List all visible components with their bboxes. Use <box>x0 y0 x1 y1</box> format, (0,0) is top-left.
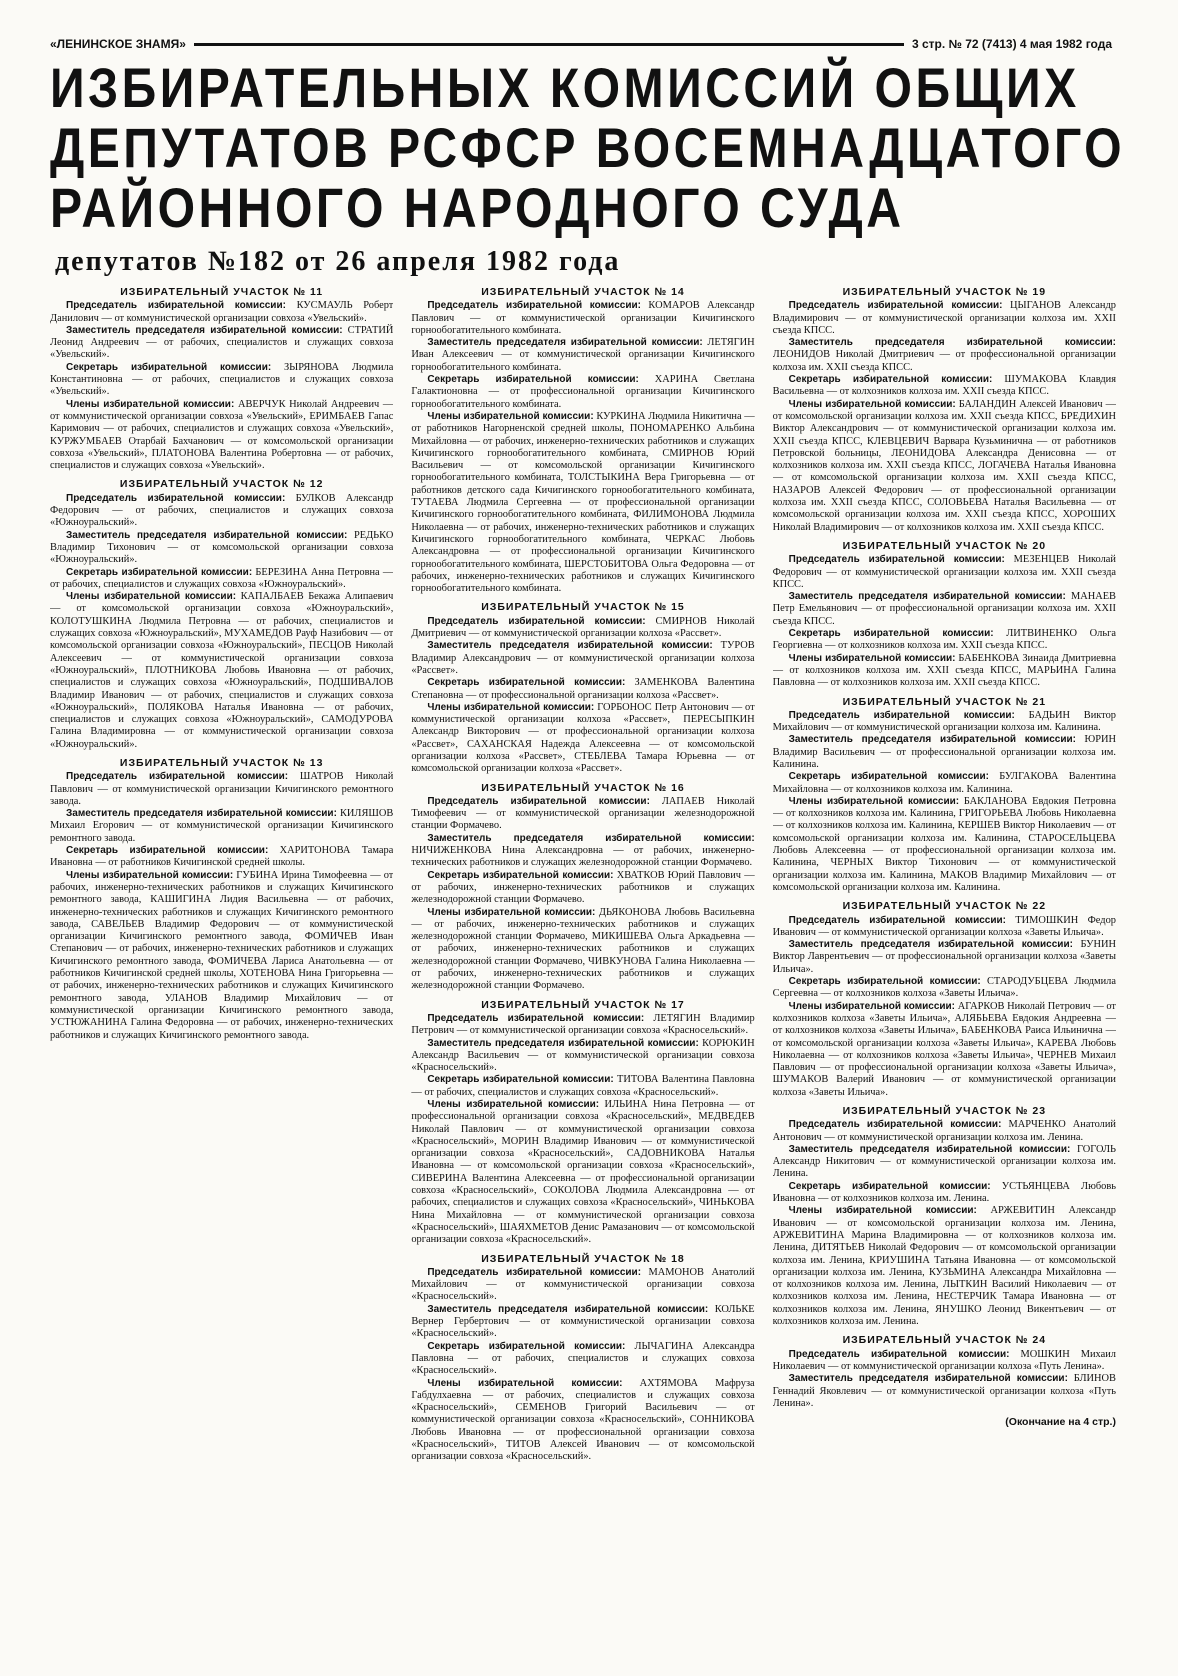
continued-note: (Окончание на 4 стр.) <box>1005 1416 1116 1429</box>
precinct-section <box>411 999 754 1247</box>
role-label: Заместитель председателя избирательной комиссии: <box>427 337 703 349</box>
precinct-title: ИЗБИРАТЕЛЬНЫЙ УЧАСТОК № 15 <box>481 601 685 614</box>
role-label: Председатель избирательной комиссии: <box>427 1012 645 1024</box>
role-text: БУНИН Виктор Лаврентьевич — от профессиональной организации колхоза «Заветы Ильича». <box>772 939 1116 975</box>
role-label: Члены избирательной комиссии: <box>788 1205 977 1217</box>
role-label: Секретарь избирательной комиссии: <box>66 361 272 373</box>
role-text: БУЛКОВ Александр Федорович — от рабочих, специалистов и служащих совхоза «Южноуральский». <box>50 492 394 529</box>
role-label: Секретарь избирательной комиссии: <box>788 628 994 640</box>
role-text: ТИМОШКИН Федор Иванович — от коммунистической организации колхоза «Заветы Ильича». <box>772 914 1116 938</box>
commission-deputy <box>773 1144 1116 1181</box>
role-label: Члены избирательной комиссии: <box>427 410 594 422</box>
role-text: БЕРЕЗИНА Анна Петровна — от рабочих, специалистов и служащих совхоза «Южноуральский». <box>50 566 394 590</box>
role-label: Секретарь избирательной комиссии: <box>788 771 989 783</box>
precinct-title: ИЗБИРАТЕЛЬНЫЙ УЧАСТОК № 17 <box>481 998 685 1011</box>
commission-chairman <box>773 1349 1116 1374</box>
role-label: Председатель избирательной комиссии: <box>427 615 646 627</box>
role-label: Председатель избирательной комиссии: <box>788 554 1005 566</box>
precinct-section <box>50 286 393 472</box>
role-text: ХВАТКОВ Юрий Павлович — от рабочих, инженерно-технических работников и служащих железнодорожной станции Формачево. <box>411 869 755 906</box>
role-label: Председатель избирательной комиссии: <box>788 709 1015 721</box>
role-label: Председатель избирательной комиссии: <box>788 914 1006 926</box>
precinct-section <box>773 1105 1116 1328</box>
precinct-title: ИЗБИРАТЕЛЬНЫЙ УЧАСТОК № 20 <box>842 539 1047 552</box>
commission-deputy <box>411 833 754 870</box>
role-text: ХАРИТОНОВА Тамара Ивановна — от работников Кичигинской средней школы. <box>50 845 394 869</box>
commission-members <box>411 411 754 595</box>
commission-secretary <box>773 374 1116 399</box>
commission-chairman <box>773 915 1116 940</box>
role-label: Члены избирательной комиссии: <box>788 1000 956 1012</box>
precinct-title: ИЗБИРАТЕЛЬНЫЙ УЧАСТОК № 22 <box>842 900 1047 913</box>
role-text: ИЛЬИНА Нина Петровна — от профессиональной организации совхоза «Красносельский», МЕДВЕДЕВ Николай Павлович — от коммунистической организации совхоза «Красносельский», МОРИН Владимир Иванович — от коммунистической организации совхоза «Красносельский», САДОВНИКОВА Наталья Ивановна — от комсомольской организации совхоза «Красносельский», СИВЕРИНА Валентина Алексеевна — от профессиональной организации совхоза «Красносельский», СОКОЛОВА Людмила Александровна — от рабочих, специалистов и служащих совхоза «Красносельский», ЧИНЬКОВА Нина Михайловна — от коммунистической организации совхоза «Красносельский», ШАЯХМЕТОВ Денис Рамазанович — от комсомольской организации совхоза «Красносельский». <box>411 1099 755 1246</box>
role-text: ЗЫРЯНОВА Людмила Константиновна — от рабочих, специалистов и служащих совхоза «Увельский». <box>50 361 394 398</box>
role-text: СТАРОДУБЦЕВА Людмила Сергеевна — от колхозников колхоза «Заветы Ильича». <box>772 976 1116 1000</box>
role-label: Председатель избирательной комиссии: <box>66 492 286 504</box>
role-label: Председатель избирательной комиссии: <box>427 1266 642 1278</box>
role-label: Секретарь избирательной комиссии: <box>427 1340 626 1352</box>
precinct-section <box>411 286 754 595</box>
commission-deputy <box>773 1373 1116 1410</box>
role-label: Заместитель председателя избирательной комиссии: <box>788 734 1076 746</box>
commission-chairman <box>50 300 393 325</box>
precinct-title: ИЗБИРАТЕЛЬНЫЙ УЧАСТОК № 11 <box>120 286 324 298</box>
role-label: Секретарь избирательной комиссии: <box>788 1180 991 1192</box>
role-label: Члены избирательной комиссии: <box>788 398 956 410</box>
role-text: АХТЯМОВА Мафруза Габдулхаевна — от рабочих, специалистов и служащих совхоза «Красносельский», СЕМЕНОВ Григорий Васильевич — от коммунистической организации совхоза «Красносельский», СОННИКОВА Любовь Ивановна — от профессиональной организации совхоза «Красносельский», ТИТОВ Алексей Иванович — от комсомольской организации совхоза «Красносельский». <box>411 1377 755 1463</box>
role-label: Председатель избирательной комиссии: <box>788 1119 1002 1131</box>
commission-secretary <box>50 362 393 399</box>
role-label: Члены избирательной комиссии: <box>788 652 956 664</box>
commission-secretary <box>411 677 754 702</box>
commission-deputy <box>773 337 1116 374</box>
role-text: ТИТОВА Валентина Павловна — от рабочих, специалистов и служащих совхоза «Красносельский». <box>411 1074 755 1098</box>
role-text: УСТЬЯНЦЕВА Любовь Ивановна — от колхозников колхоза им. Ленина. <box>772 1180 1116 1205</box>
precinct-section <box>411 1253 754 1464</box>
role-label: Заместитель председателя избирательной комиссии: <box>788 1373 1068 1385</box>
commission-deputy <box>773 939 1116 976</box>
commission-chairman <box>773 554 1116 591</box>
commission-members <box>773 1205 1116 1328</box>
role-text: АГАРКОВ Николай Петрович — от колхозников колхоза «Заветы Ильича», АЛЯБЬЕВА Евдокия Андреевна — от колхозников колхоза «Заветы Ильича», БАБЕНКОВА Раиса Ильинична — от комсомольской организации колхоза «Заветы Ильича», КАРЕВА Любовь Николаевна — от колхозников колхоза «Заветы Ильича», ЧЕРНЕВ Михаил Павлович — от профессиональной организации колхоза «Заветы Ильича», ШУМАКОВ Валерий Иванович — от коммунистической организации колхоза «Заветы Ильича». <box>772 1000 1116 1098</box>
role-text: БАДЬИН Виктор Михайлович — от коммунистической организации колхоза им. Калинина. <box>772 709 1116 734</box>
role-text: МАНАЕВ Петр Емельянович — от профессиональной организации колхоза им. XXII съезда КПСС. <box>772 591 1116 627</box>
role-text: БАКЛАНОВА Евдокия Петровна — от колхозников колхоза им. Калинина, ГРИГОРЬЕВА Любовь Николаевна — от колхозников колхоза им. Калинина, КЕРШЕВ Виктор Николаевич — от комсомольской организации колхоза им. Калинина, СТАРОСЕЛЬЦЕВА Любовь Алексеевна — от профессиональной организации колхоза им. Калинина, ЧЕРНЫХ Виктор Тихонович — от коммунистической организации колхоза им. Калинина, МАКОВ Владимир Михайлович — от комсомольской организации колхоза им. Калинина. <box>772 795 1116 893</box>
headline-line: РАЙОННОГО НАРОДНОГО СУДА <box>50 176 905 239</box>
role-label: Секретарь избирательной комиссии: <box>66 845 269 857</box>
role-label: Председатель избирательной комиссии: <box>788 300 1003 312</box>
role-label: Заместитель председателя избирательной комиссии: <box>788 337 1116 349</box>
role-label: Заместитель председателя избирательной комиссии: <box>427 832 755 844</box>
column-1 <box>50 284 393 1664</box>
commission-chairman <box>773 1119 1116 1144</box>
headline <box>50 56 1125 239</box>
precinct-title: ИЗБИРАТЕЛЬНЫЙ УЧАСТОК № 21 <box>842 695 1047 708</box>
role-label: Секретарь избирательной комиссии: <box>427 677 626 689</box>
role-text: ДЬЯКОНОВА Любовь Васильевна — от рабочих, инженерно-технических работников и служащих железнодорожной станции Формачево, МИКИШЕВА Ольга Аркадьевна — от рабочих, инженерно-технических работников и служащих железнодорожной станции Формачево, ЧИВКУНОВА Галина Николаевна — от рабочих, инженерно-технических работников и служащих железнодорожной станции Формачево. <box>411 906 755 992</box>
role-label: Секретарь избирательной комиссии: <box>788 374 993 386</box>
precinct-section <box>411 782 754 993</box>
commission-chairman <box>411 796 754 833</box>
role-text: ЦЫГАНОВ Александр Владимирович — от коммунистической организации колхоза им. XXII съезда КПСС. <box>772 300 1116 336</box>
role-label: Секретарь избирательной комиссии: <box>427 374 639 386</box>
commission-deputy <box>50 808 393 845</box>
role-text: ГОГОЛЬ Александр Никитович — от коммунистической организации колхоза им. Ленина. <box>772 1143 1116 1180</box>
role-text: КУРКИНА Людмила Никитична — от работников Нагорненской средней школы, ПОНОМАРЕНКО Альбина Михайловна — от рабочих, инженерно-технических работников и служащих Кичигинского горнообогатительного комбината, СМИРНОВ Юрий Васильевич — от комсомольской организации Кичигинского горнообогатительного комбината, ТОЛСТЫКИНА Вера Григорьевна — от работников детского сада Кичигинского горнообогатительного комбината, ТУТАЕВА Людмила Сергеевна — от профессиональной организации Кичигинского горнообогатительного комбината, ФИЛИМОНОВА Людмила Николаевна — от рабочих, инженерно-технических работников и служащих Кичигинского горнообогатительного комбината, ЧЕРКАС Любовь Александровна — от профессиональной организации Кичигинского горнообогатительного комбината, ШЕРСТОБИТОВА Ольга Федоровна — от рабочих, инженерно-технических работников и служащих Кичигинского горнообогатительного комбината. <box>411 410 755 595</box>
precinct-title: ИЗБИРАТЕЛЬНЫЙ УЧАСТОК № 19 <box>842 286 1047 298</box>
role-label: Председатель избирательной комиссии: <box>427 300 641 312</box>
role-label: Заместитель председателя избирательной комиссии: <box>66 808 337 820</box>
commission-chairman <box>411 300 754 337</box>
role-text: МОШКИН Михаил Николаевич — от коммунистической организации колхоза «Путь Ленина». <box>772 1348 1116 1372</box>
role-text: БЛИНОВ Геннадий Яковлевич — от коммунистической организации колхоза «Путь Ленина». <box>772 1373 1116 1409</box>
commission-members <box>773 1001 1116 1099</box>
headline-line: ДЕПУТАТОВ РСФСР ВОСЕМНАДЦАТОГО <box>50 116 1125 179</box>
precinct-title: ИЗБИРАТЕЛЬНЫЙ УЧАСТОК № 13 <box>119 756 324 769</box>
precinct-title: ИЗБИРАТЕЛЬНЫЙ УЧАСТОК № 14 <box>481 286 685 298</box>
commission-deputy <box>411 1304 754 1341</box>
role-text: СМИРНОВ Николай Дмитриевич — от коммунистической организации колхоза «Рассвет». <box>411 615 755 640</box>
role-label: Члены избирательной комиссии: <box>66 398 235 410</box>
commission-chairman <box>50 771 393 808</box>
commission-deputy <box>773 591 1116 628</box>
role-text: КОРЮКИН Александр Васильевич — от коммунистической организации совхоза «Красносельский». <box>411 1037 755 1074</box>
role-text: ЮРИН Владимир Васильевич — от профессиональной организации колхоза им. Калинина. <box>772 734 1116 770</box>
commission-members <box>773 653 1116 690</box>
role-text: ЛЕОНИДОВ Николай Дмитриевич — от профессиональной организации колхоза им. XXII съезда КПСС. <box>772 349 1116 373</box>
role-label: Заместитель председателя избирательной комиссии: <box>66 324 343 336</box>
role-text: СТРАТИЙ Леонид Андреевич — от рабочих, специалистов и служащих совхоза «Увельский». <box>50 324 394 361</box>
role-text: ГУБИНА Ирина Тимофеевна — от рабочих, инженерно-технических работников и служащих Кичигинского ремонтного завода, КАШИГИНА Лидия Васильевна — от рабочих, инженерно-технических работников и служащих Кичигинского ремонтного завода, САВЕЛЬЕВ Владимир Федорович — от коммунистической организации Кичигинского ремонтного завода, ФОМИЧЕВ Иван Степанович — от рабочих, инженерно-технических работников и служащих Кичигинского ремонтного завода, ФОМИЧЕВА Лариса Анатольевна — от работников Кичигинской средней школы, ХОТЕНОВА Нина Григорьевна — от рабочих, инженерно-технических работников и служащих Кичигинского ремонтного завода, УЛАНОВ Владимир Михайлович — от коммунистической организации Кичигинского ремонтного завода, УСТЮЖАНИНА Галина Федоровна — от рабочих, инженерно-технических работников и служащих Кичигинского ремонтного завода. <box>50 869 394 1041</box>
role-label: Члены избирательной комиссии: <box>427 701 595 713</box>
column-2 <box>411 284 754 1664</box>
role-label: Председатель избирательной комиссии: <box>788 1348 1010 1360</box>
commission-members <box>50 399 393 473</box>
role-label: Секретарь избирательной комиссии: <box>427 869 614 881</box>
commission-deputy <box>50 325 393 362</box>
commission-members <box>411 907 754 993</box>
commission-deputy <box>411 1038 754 1075</box>
commission-secretary <box>50 845 393 870</box>
role-label: Заместитель председателя избирательной комиссии: <box>788 939 1073 951</box>
commission-members <box>411 1378 754 1464</box>
role-label: Секретарь избирательной комиссии: <box>66 566 253 578</box>
role-text: КИЛЯШОВ Михаил Егорович — от коммунистической организации Кичигинского ремонтного завода. <box>50 808 394 844</box>
precinct-title: ИЗБИРАТЕЛЬНЫЙ УЧАСТОК № 24 <box>842 1334 1047 1347</box>
role-label: Председатель избирательной комиссии: <box>427 795 650 807</box>
commission-members <box>411 702 754 776</box>
commission-chairman <box>773 710 1116 735</box>
role-text: ЛИТВИНЕНКО Ольга Георгиевна — от колхозников колхоза им. XXII съезда КПСС. <box>772 628 1116 652</box>
article-columns <box>50 284 1116 1664</box>
precinct-section <box>773 540 1116 690</box>
precinct-section <box>50 757 393 1042</box>
role-text: ЛАПАЕВ Николай Тимофеевич — от коммунистической организации железнодорожной станции Формачево. <box>411 795 755 832</box>
role-label: Заместитель председателя избирательной комиссии: <box>788 1143 1071 1155</box>
role-text: ГОРБОНОС Петр Антонович — от коммунистической организации колхоза «Рассвет», ПЕРЕСЫПКИН Александр Викторович — от профессиональной организации колхоза «Рассвет», САХАНСКАЯ Надежда Алексеевна — от комсомольской организации колхоза «Рассвет», СТЕБЛЕВА Тамара Юрьевна — от комсомольской организации колхоза «Рассвет». <box>411 701 755 775</box>
role-text: НИЧИЖЕНКОВА Нина Александровна — от рабочих, инженерно-технических работников и служащих железнодорожной станции Формачево. <box>411 845 755 869</box>
role-text: ШАТРОВ Николай Павлович — от коммунистической организации Кичигинского ремонтного завода. <box>50 771 394 807</box>
role-text: БАЛАНДИН Алексей Иванович — от комсомольской организации колхоза им. XXII съезда КПСС, БРЕДИХИН Виктор Александрович — от коммунистической организации колхоза им. XXII съезда КПСС, КЛЕВЦЕВИЧ Варвара Кузьминична — от работников Петровской больницы, ЛЕОНИДОВА Александра Денисовна — от колхозников колхоза им. XXII съезда КПСС, ЛОГАЧЕВА Наталья Ивановна — от комсомольской организации колхоза им. XXII съезда КПСС, НАЗАРОВ Алексей Федорович — от профессиональной организации колхоза им. XXII съезда КПСС, СОЛОВЬЕВА Наталья Васильевна — от комсомольской организации колхоза им. XXII съезда КПСС, ХОРОШИХ Николай Владимирович — от колхозников колхоза им. XXII съезда КПСС. <box>772 398 1116 533</box>
precinct-section <box>773 286 1116 534</box>
commission-members <box>50 870 393 1042</box>
commission-chairman <box>411 616 754 641</box>
role-text: ЗАМЕНКОВА Валентина Степановна — от профессиональной организации колхоза «Рассвет». <box>411 677 755 701</box>
paper-name: «ЛЕНИНСКОЕ ЗНАМЯ» <box>50 37 186 51</box>
role-text: ЛЫЧАГИНА Александра Павловна — от рабочих, специалистов и служащих совхоза «Красносельский». <box>411 1340 755 1377</box>
decree-subhead: депутатов №182 от 26 апреля 1982 года <box>55 246 621 277</box>
precinct-title: ИЗБИРАТЕЛЬНЫЙ УЧАСТОК № 12 <box>119 478 324 491</box>
role-text: ШУМАКОВА Клавдия Васильевна — от колхозников колхоза им. XXII съезда КПСС. <box>772 374 1116 398</box>
masthead <box>50 34 1112 54</box>
role-text: МАМОНОВ Анатолий Михайлович — от коммунистической организации совхоза «Красносельский». <box>411 1266 755 1303</box>
precinct-section <box>411 601 754 775</box>
commission-deputy <box>411 337 754 374</box>
role-text: МЕЗЕНЦЕВ Николай Федорович — от коммунистической организации колхоза им. XXII съезда КПСС. <box>772 554 1116 590</box>
role-text: ТУРОВ Владимир Александрович — от коммунистической организации колхоза «Рассвет». <box>411 640 755 676</box>
commission-chairman <box>411 1013 754 1038</box>
commission-secretary <box>773 1181 1116 1206</box>
commission-members <box>411 1099 754 1247</box>
commission-secretary <box>411 374 754 411</box>
masthead-rule <box>194 43 904 46</box>
role-label: Заместитель председателя избирательной комиссии: <box>66 529 348 541</box>
issue-info: 3 стр. № 72 (7413) 4 мая 1982 года <box>911 37 1112 51</box>
commission-secretary <box>773 628 1116 653</box>
role-text: ЛЕТЯГИН Иван Алексеевич — от коммунистической организации Кичигинского горнообогатительного комбината. <box>411 337 755 373</box>
commission-deputy <box>773 734 1116 771</box>
column-3 <box>773 284 1116 1664</box>
role-label: Заместитель председателя избирательной комиссии: <box>427 1303 709 1315</box>
role-text: РЕДЬКО Владимир Тихонович — от комсомольской организации совхоза «Южноуральский». <box>50 529 394 566</box>
precinct-title: ИЗБИРАТЕЛЬНЫЙ УЧАСТОК № 23 <box>842 1105 1047 1117</box>
commission-chairman <box>411 1267 754 1304</box>
role-label: Заместитель председателя избирательной комиссии: <box>427 640 713 652</box>
commission-secretary <box>411 870 754 907</box>
role-text: МАРЧЕНКО Анатолий Антонович — от коммунистической организации колхоза им. Ленина. <box>772 1119 1116 1143</box>
commission-members <box>773 796 1116 894</box>
commission-members <box>773 399 1116 534</box>
role-text: АРЖЕВИТИН Александр Иванович — от комсомольской организации колхоза им. Ленина, АРЖЕВИТИНА Марина Владимировна — от колхозников колхоза им. Ленина, ДИТЯТЬЕВ Николай Федорович — от комсомольской организации колхоза им. Ленина, КРИУШИНА Татьяна Ивановна — от комсомольской организации колхоза им. Ленина, КУЗЬМИНА Александра Михайловна — от колхозников колхоза им. Ленина, ЛЫТКИН Василий Николаевич — от колхозников колхоза им. Ленина, НЕСТЕРЧИК Тамара Ивановна — от колхозников колхоза им. Ленина, ЯНУШКО Леонид Викентьевич — от колхозников колхоза им. Ленина. <box>772 1205 1116 1328</box>
role-label: Секретарь избирательной комиссии: <box>788 976 981 988</box>
precinct-title: ИЗБИРАТЕЛЬНЫЙ УЧАСТОК № 16 <box>481 781 685 794</box>
role-text: КУСМАУЛЬ Роберт Данилович — от коммунистической организации совхоза «Увельский». <box>50 300 394 324</box>
headline-line: ИЗБИРАТЕЛЬНЫХ КОМИССИЙ ОБЩИХ <box>50 56 1080 119</box>
commission-deputy <box>50 530 393 567</box>
role-label: Члены избирательной комиссии: <box>427 906 596 918</box>
role-text: КОЛЬКЕ Вернер Гербертович — от коммунистической организации совхоза «Красносельский». <box>411 1303 755 1340</box>
commission-chairman <box>50 493 393 530</box>
commission-secretary <box>773 976 1116 1001</box>
commission-secretary <box>411 1074 754 1099</box>
role-label: Председатель избирательной комиссии: <box>66 771 289 783</box>
commission-chairman <box>773 300 1116 337</box>
role-label: Члены избирательной комиссии: <box>427 1099 600 1110</box>
role-label: Председатель избирательной комиссии: <box>66 300 286 312</box>
commission-members <box>50 591 393 751</box>
role-label: Члены избирательной комиссии: <box>788 795 960 807</box>
role-text: БАБЕНКОВА Зинаида Дмитриевна — от колхозников колхоза им. XXII съезда КПСС, МАРЬИНА Галина Павловна — от колхозников колхоза им. XXII съезда КПСС. <box>772 652 1116 689</box>
role-label: Заместитель председателя избирательной комиссии: <box>427 1037 699 1049</box>
role-label: Секретарь избирательной комиссии: <box>427 1074 614 1086</box>
precinct-section <box>773 696 1116 895</box>
commission-secretary <box>411 1341 754 1378</box>
commission-secretary <box>50 567 393 592</box>
role-text: ЛЕТЯГИН Владимир Петрович — от коммунистической организации совхоза «Красносельский». <box>411 1012 755 1037</box>
role-text: АВЕРЧУК Николай Андреевич — от коммунистической организации совхоза «Увельский», ЕРИМБАЕВ Гапас Каримович — от рабочих, специалистов и служащих совхоза «Увельский», КУРЖУМБАЕВ Отарбай Бахчанович — от комсомольской организации совхоза «Увельский», ПЛАТОНОВА Валентина Робертовна — от рабочих, специалистов и служащих совхоза «Увельский». <box>50 398 394 472</box>
role-text: ХАРИНА Светлана Галактионовна — от профессиональной организации Кичигинского горнообогатительного комбината. <box>411 374 755 410</box>
precinct-section <box>773 1334 1116 1410</box>
precinct-title: ИЗБИРАТЕЛЬНЫЙ УЧАСТОК № 18 <box>481 1252 685 1265</box>
role-text: КАПАЛБАЕВ Бекажа Алипаевич — от комсомольской организации совхоза «Южноуральский», КОЛОТУШКИНА Людмила Петровна — от рабочих, специалистов и служащих совхоза «Южноуральский», МУХАМЕДОВ Рауф Назибович — от комсомольской организации совхоза «Южноуральский», ПЕСЦОВ Николай Алексеевич — от коммунистической организации совхоза «Южноуральский», ПЛОТНИКОВА Любовь Ивановна — от рабочих, специалистов и служащих совхоза «Южноуральский», ПОДШИВАЛОВ Владимир Иванович — от рабочих, специалистов и служащих совхоза «Южноуральский», ПОЛЯКОВА Наталья Ивановна — от рабочих, специалистов и служащих совхоза «Южноуральский», САМОДУРОВА Галина Владимировна — от коммунистической организации совхоза «Южноуральский». <box>50 591 394 750</box>
role-label: Члены избирательной комиссии: <box>66 869 234 881</box>
precinct-section <box>50 478 393 751</box>
precinct-section <box>773 900 1116 1099</box>
role-label: Члены избирательной комиссии: <box>427 1377 623 1389</box>
role-label: Члены избирательной комиссии: <box>66 591 237 603</box>
role-text: КОМАРОВ Александр Павлович — от коммунистической организации Кичигинского горнообогатительного комбината. <box>411 300 755 336</box>
commission-secretary <box>773 771 1116 796</box>
role-text: БУЛГАКОВА Валентина Михайловна — от колхозников колхоза им. Калинина. <box>772 771 1116 795</box>
commission-deputy <box>411 640 754 677</box>
role-label: Заместитель председателя избирательной комиссии: <box>788 591 1066 603</box>
